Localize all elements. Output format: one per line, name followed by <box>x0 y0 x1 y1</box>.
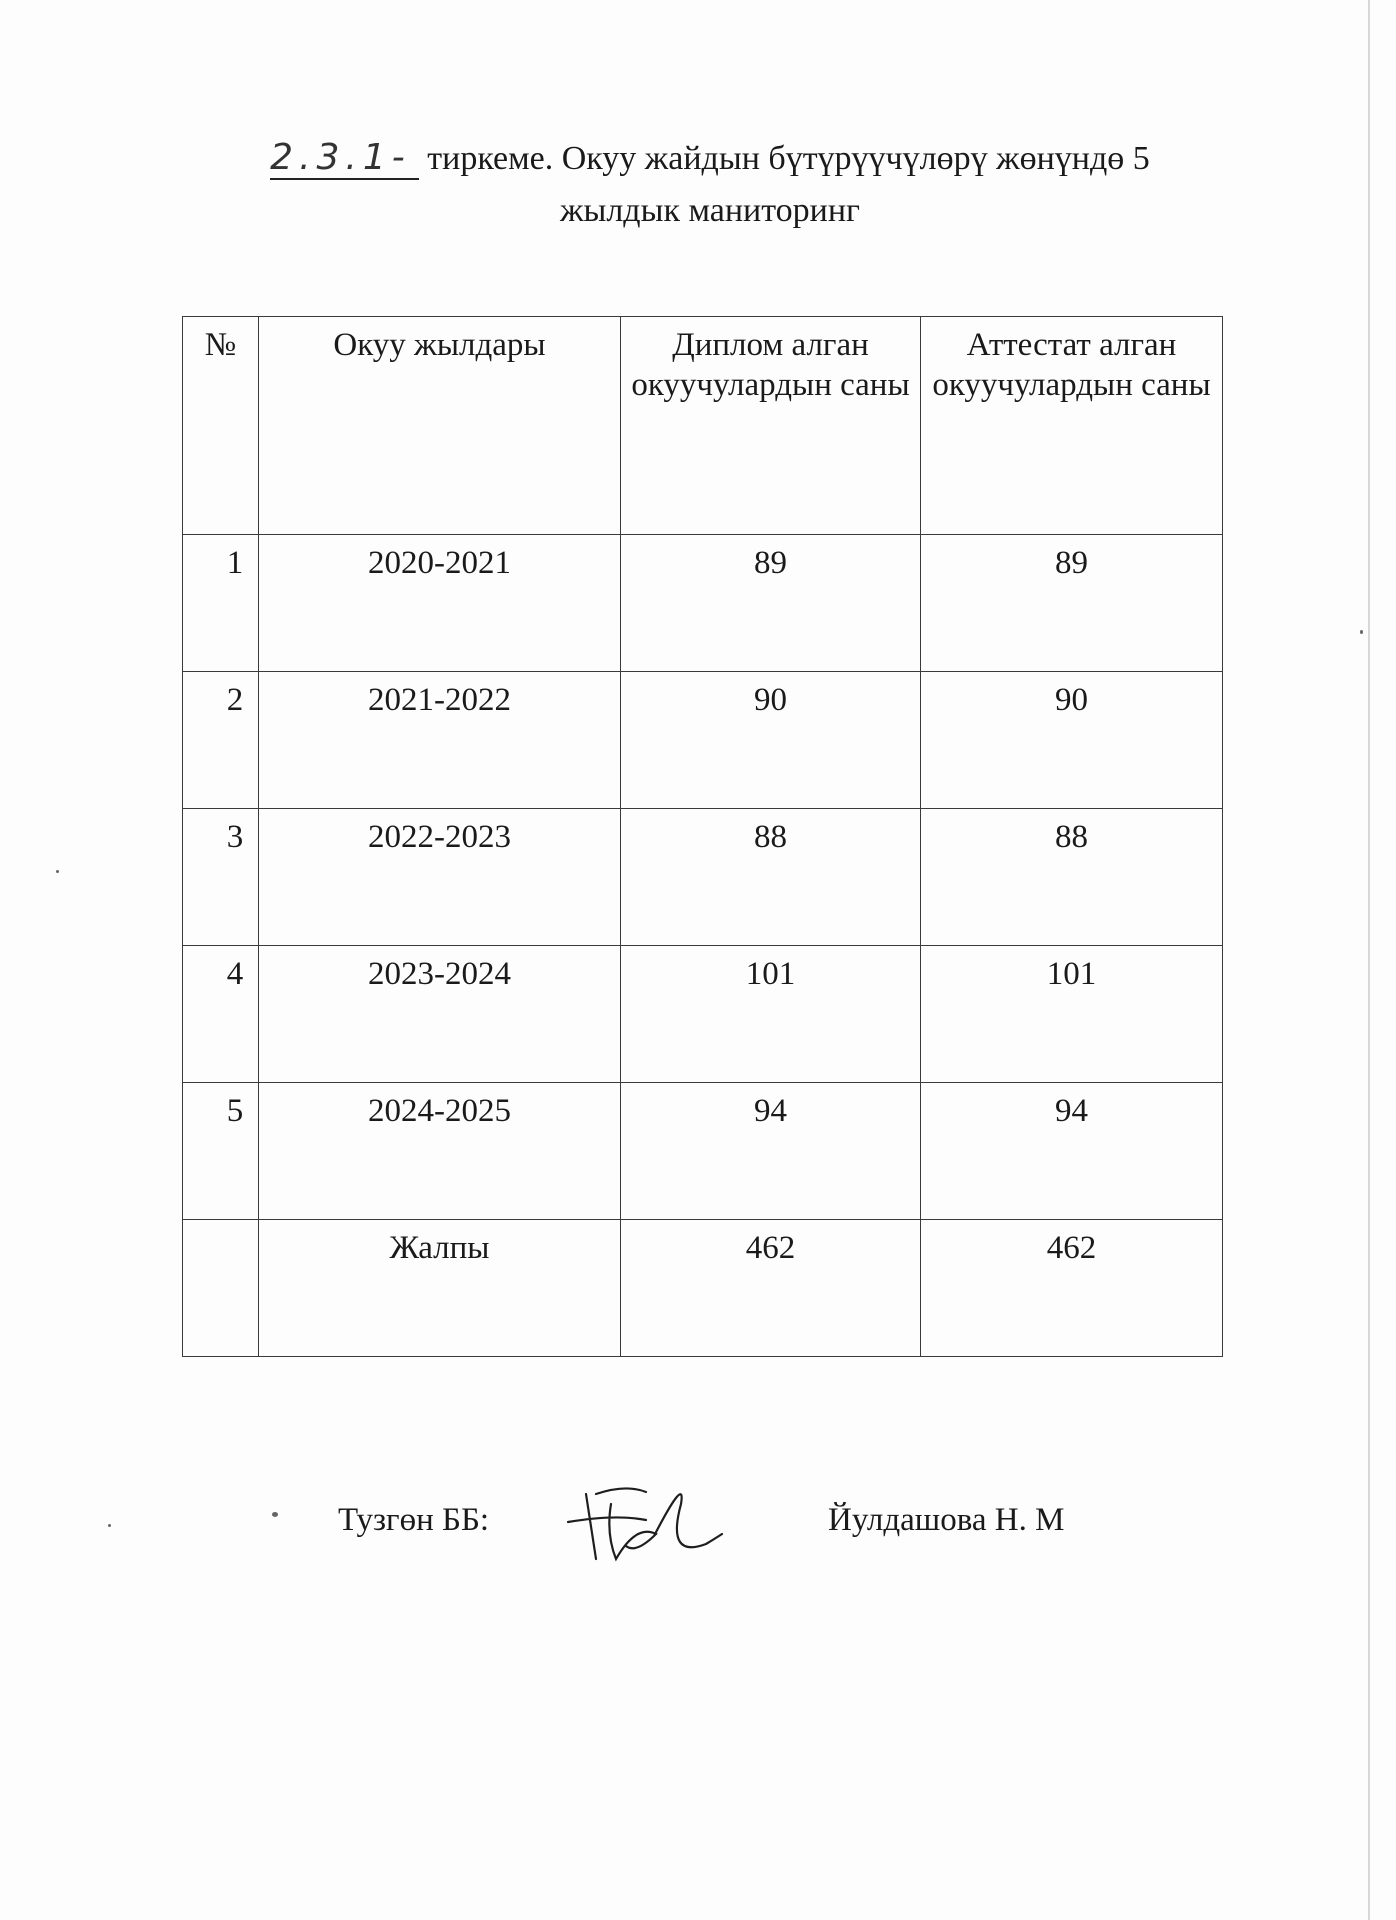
row-num: 1 <box>183 535 259 672</box>
handwritten-appendix-number: 2.3.1- <box>270 137 419 180</box>
row-year: 2020-2021 <box>259 535 621 672</box>
table-row <box>183 809 1223 946</box>
total-num <box>183 1220 259 1357</box>
scan-speck <box>108 1524 111 1527</box>
header-diploma: Диплом алган окуучулардын саны <box>621 317 921 535</box>
row-attestat: 90 <box>921 672 1223 809</box>
row-num: 4 <box>183 946 259 1083</box>
title-line-2: жылдык маниторинг <box>560 192 860 229</box>
total-label: Жалпы <box>259 1220 621 1357</box>
header-attestat: Аттестат алган окуучулардын саны <box>921 317 1223 535</box>
table-total-row <box>183 1220 1223 1357</box>
total-diploma: 462 <box>621 1220 921 1357</box>
signature-block <box>0 1492 1396 1572</box>
compiled-by-label: Тузгөн ББ: <box>338 1502 490 1538</box>
scan-speck <box>56 870 59 873</box>
scan-speck <box>1360 630 1363 634</box>
total-attestat: 462 <box>921 1220 1223 1357</box>
row-diploma: 101 <box>621 946 921 1083</box>
row-attestat: 88 <box>921 809 1223 946</box>
table-row <box>183 946 1223 1083</box>
graduates-monitoring-table <box>182 316 1223 1357</box>
title-line-1 <box>180 132 1240 185</box>
row-num: 2 <box>183 672 259 809</box>
row-year: 2022-2023 <box>259 809 621 946</box>
table-header-row <box>183 317 1223 535</box>
document-title <box>180 132 1240 237</box>
scan-edge <box>1368 0 1370 1920</box>
row-year: 2023-2024 <box>259 946 621 1083</box>
header-years: Окуу жылдары <box>259 317 621 535</box>
row-diploma: 89 <box>621 535 921 672</box>
row-year: 2024-2025 <box>259 1083 621 1220</box>
row-diploma: 94 <box>621 1083 921 1220</box>
table-row <box>183 1083 1223 1220</box>
row-diploma: 88 <box>621 809 921 946</box>
row-attestat: 94 <box>921 1083 1223 1220</box>
table-row <box>183 672 1223 809</box>
row-attestat: 89 <box>921 535 1223 672</box>
row-year: 2021-2022 <box>259 672 621 809</box>
handwritten-signature <box>556 1464 726 1574</box>
title-text-1: тиркеме. Окуу жайдын бүтүрүүчүлөрү жөнүндө 5 <box>427 140 1150 177</box>
row-attestat: 101 <box>921 946 1223 1083</box>
row-num: 3 <box>183 809 259 946</box>
row-diploma: 90 <box>621 672 921 809</box>
row-num: 5 <box>183 1083 259 1220</box>
scan-speck <box>272 1512 278 1517</box>
table-row <box>183 535 1223 672</box>
author-name: Йулдашова Н. М <box>828 1502 1065 1538</box>
header-num: № <box>183 317 259 535</box>
